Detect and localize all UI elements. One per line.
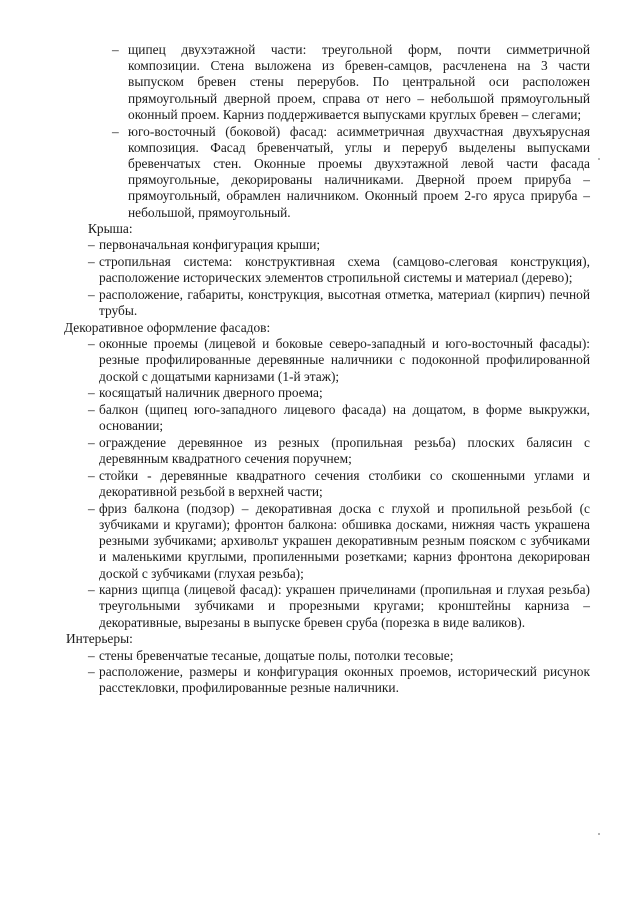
bullet-dash: – xyxy=(88,336,95,352)
scan-speck xyxy=(598,158,600,160)
list-item-text: стойки - деревянные квадратного сечения столбики со скошенными углами и декоративной резьбой в верхней части; xyxy=(99,467,590,499)
list-item xyxy=(64,237,590,253)
list-item-text: косящатый наличник дверного проема; xyxy=(99,385,323,401)
bullet-dash: – xyxy=(112,123,119,139)
list-item-text: оконные проемы (лицевой и боковые северо-западный и юго-восточный фасады): резные профилированные деревянные наличники с подоконной профилированной доской с дощатыми карнизами (1-й этаж); xyxy=(99,336,590,384)
bullet-dash: – xyxy=(88,467,95,483)
document-body xyxy=(64,42,590,697)
bullet-dash: – xyxy=(88,401,95,417)
bullet-dash: – xyxy=(88,287,95,303)
bullet-dash: – xyxy=(88,500,95,516)
list-item xyxy=(64,287,590,319)
list-item xyxy=(64,254,590,286)
section-heading: Крыша: xyxy=(88,221,133,237)
list-item-text: балкон (щипец юго-западного лицевого фасада) на дощатом, в форме выкружки, основании; xyxy=(99,401,590,434)
bullet-dash: – xyxy=(88,582,95,598)
list-item xyxy=(88,124,590,221)
list-item xyxy=(64,664,590,696)
bullet-dash: – xyxy=(88,237,95,253)
bullet-dash: – xyxy=(88,664,95,680)
list-item-text: первоначальная конфигурация крыши; xyxy=(99,237,321,253)
list-item xyxy=(64,648,590,664)
list-item-text: юго-восточный (боковой) фасад: асимметричная двухчастная двухъярусная композиция. Фасад бревенчатый, углы и переруб выделены выпусками бревенчатых стен. Оконные проемы двухэтажной левой части фасада прямоугольные, декорированы наличниками. Дверной проем прируба – прямоугольный, обрамлен наличником. Оконный проем 2-го яруса прируба – небольшой, прямоугольный. xyxy=(128,123,590,220)
list-item-text: расположение, габариты, конструкция, высотная отметка, материал (кирпич) печной трубы. xyxy=(99,287,590,319)
list-item-text: стропильная система: конструктивная схема (самцово-слеговая конструкция), расположение исторических элементов стропильной системы и материал (дерево); xyxy=(99,254,590,286)
list-item xyxy=(64,468,590,500)
list-item-text: ограждение деревянное из резных (пропильная резьба) плоских балясин с деревянным квадратного сечения поручнем; xyxy=(99,434,590,467)
list-item-text: стены бревенчатые тесаные, дощатые полы, потолки тесовые; xyxy=(99,647,454,663)
list-item-text: щипец двухэтажной части: треугольной форм, почти симметричной композиции. Стена выложена из бревен-самцов, расчленена на 3 части выпуском бревен стены перерубов. По центральной оси расположен прямоугольный дверной проем, справа от него – небольшой прямоугольный оконный проем. Карниз поддерживается выпусками круглых бревен – слегами; xyxy=(128,42,590,122)
list-item xyxy=(88,42,590,123)
bullet-dash: – xyxy=(88,385,95,401)
list-item-text: карниз щипца (лицевой фасад): украшен причелинами (пропильная и глухая резьба) треугольными зубчиками и прорезными кругами; кронштейны карниза – декоративные, вырезаны в выпуске бревен сруба (порезка в виде валиков). xyxy=(99,582,590,630)
list-item-text: расположение, размеры и конфигурация оконных проемов, исторический рисунок расстекловки, профилированные резные наличники. xyxy=(99,664,590,696)
list-item-text: фриз балкона (подзор) – декоративная доска с глухой и пропильной резьбой (с зубчиками и кругами); фронтон балкона: обшивка досками, нижняя часть украшена резными зубчиками; архивольт украшен декоративным резным пояском с зубчиками и маленькими круглыми, пропиленными розетками; карниз фронтона декорирован доской с зубчиками (глухая резьба); xyxy=(99,500,590,581)
section-heading: Интерьеры: xyxy=(66,631,133,647)
list-item xyxy=(64,582,590,631)
bullet-dash: – xyxy=(88,647,95,663)
list-item xyxy=(64,402,590,434)
bullet-dash: – xyxy=(88,434,95,450)
list-item xyxy=(64,385,590,401)
bullet-dash: – xyxy=(88,254,95,270)
bullet-dash: – xyxy=(112,42,119,57)
section-heading: Декоративное оформление фасадов: xyxy=(64,319,271,335)
list-item xyxy=(64,336,590,385)
list-item xyxy=(64,435,590,467)
scan-speck xyxy=(598,833,600,835)
list-item xyxy=(64,501,590,582)
